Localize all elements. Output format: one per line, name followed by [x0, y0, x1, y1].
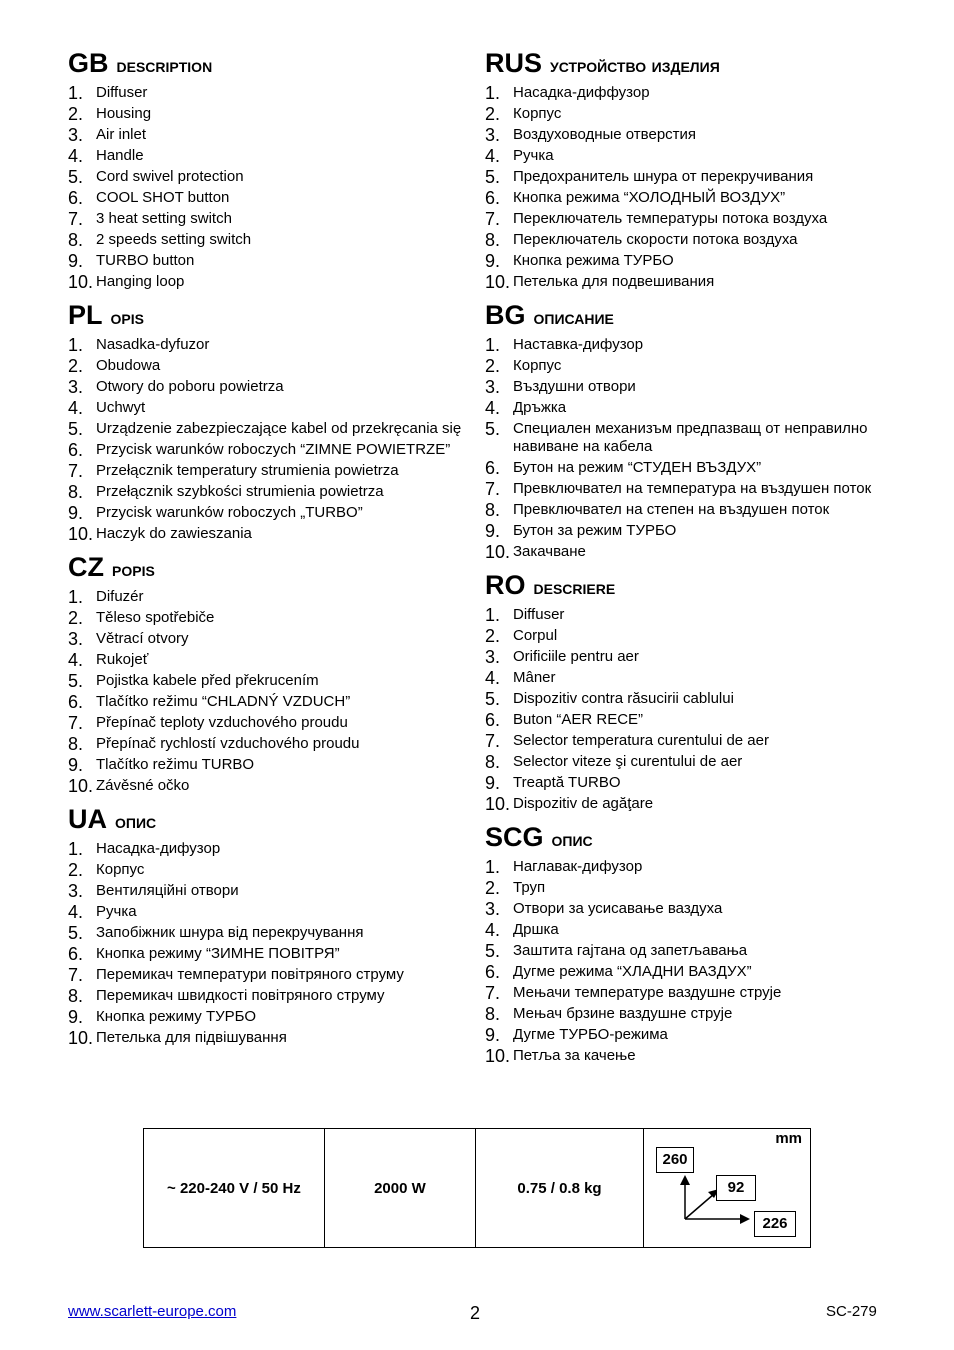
list-item	[485, 856, 885, 877]
item-number: 5.	[68, 671, 84, 691]
power-cell: 2000 W	[324, 1129, 475, 1248]
item-text: Превключвател на степен на въздушен поток	[513, 501, 830, 518]
item-number: 8.	[68, 734, 84, 754]
list-item	[68, 628, 468, 649]
language-code: RO	[485, 570, 526, 600]
item-text: Предохранитель шнура от перекручивания	[513, 168, 814, 185]
list-item	[485, 478, 885, 499]
item-number: 8.	[68, 986, 84, 1006]
item-number: 8.	[485, 1004, 501, 1024]
item-number: 4.	[68, 146, 84, 166]
list-item	[68, 922, 468, 943]
item-text: Obudowa	[96, 357, 161, 374]
section-title: descriere	[533, 577, 616, 599]
item-number: 9.	[485, 521, 501, 541]
list-item	[68, 649, 468, 670]
language-code: GB	[68, 48, 109, 78]
list-item	[485, 667, 885, 688]
item-text: Переключатель скорости потока воздуха	[513, 231, 798, 248]
language-code: PL	[68, 300, 103, 330]
item-number: 5.	[485, 689, 501, 709]
item-text: Orificiile pentru aer	[513, 648, 639, 665]
item-text: Housing	[96, 105, 152, 122]
item-number: 6.	[485, 962, 501, 982]
item-number: 2.	[68, 860, 84, 880]
item-text: Кнопка режиму ТУРБО	[96, 1008, 257, 1025]
item-number: 6.	[68, 944, 84, 964]
height-value: 260	[656, 1147, 694, 1173]
item-text: Tlačítko režimu “CHLADNÝ VZDUCH”	[96, 693, 351, 710]
list-item	[68, 166, 468, 187]
item-text: TURBO button	[96, 252, 195, 269]
item-number: 4.	[68, 902, 84, 922]
section-heading	[68, 548, 468, 586]
item-number: 7.	[485, 983, 501, 1003]
list-item	[485, 145, 885, 166]
language-code: RUS	[485, 48, 543, 78]
section-pl	[68, 296, 468, 544]
section-heading	[485, 818, 885, 856]
section-title: description	[116, 55, 213, 77]
parts-list	[68, 82, 468, 292]
list-item	[68, 859, 468, 880]
list-item	[68, 523, 468, 544]
item-number: 8.	[485, 230, 501, 250]
list-item	[68, 691, 468, 712]
item-number: 3.	[68, 629, 84, 649]
list-item	[485, 793, 885, 814]
list-item	[485, 418, 885, 457]
item-text: Przycisk warunków roboczych “ZIMNE POWIETRZE”	[96, 441, 451, 458]
item-number: 9.	[485, 1025, 501, 1045]
section-heading	[485, 296, 885, 334]
language-code: SCG	[485, 822, 544, 852]
item-text: Dispozitiv de agăţare	[513, 795, 654, 812]
website-link[interactable]: www.scarlett-europe.com	[68, 1303, 237, 1320]
item-number: 6.	[68, 692, 84, 712]
list-item	[68, 460, 468, 481]
list-item	[485, 1045, 885, 1066]
item-text: Difuzér	[96, 588, 144, 605]
list-item	[485, 457, 885, 478]
item-text: Петља за качење	[513, 1047, 636, 1064]
item-number: 2.	[485, 104, 501, 124]
item-text: Воздуховодные отверстия	[513, 126, 697, 143]
list-item	[68, 82, 468, 103]
section-scg	[485, 818, 885, 1066]
list-item	[485, 499, 885, 520]
list-item	[68, 208, 468, 229]
page-number: 2	[470, 1303, 481, 1323]
item-number: 3.	[68, 125, 84, 145]
list-item	[68, 145, 468, 166]
section-title: popis	[112, 559, 155, 581]
item-text: Запобіжник шнура від перекручування	[96, 924, 364, 941]
item-text: Дршка	[513, 921, 559, 938]
item-text: Air inlet	[96, 126, 147, 143]
list-item	[68, 838, 468, 859]
item-text: Корпус	[96, 861, 145, 878]
item-number: 6.	[485, 710, 501, 730]
item-number: 9.	[68, 251, 84, 271]
item-text: Вентиляційні отвори	[96, 882, 239, 899]
item-text: Pojistka kabele před překrucením	[96, 672, 319, 689]
list-item	[68, 481, 468, 502]
item-number: 2.	[485, 878, 501, 898]
item-number: 3.	[485, 125, 501, 145]
item-number: 1.	[68, 83, 84, 103]
item-text: Въздушни отвори	[513, 378, 636, 395]
item-number: 5.	[68, 923, 84, 943]
item-number: 8.	[68, 482, 84, 502]
section-heading	[68, 44, 468, 82]
list-item	[485, 751, 885, 772]
item-text: Петелька для підвішування	[96, 1029, 287, 1046]
list-item	[68, 775, 468, 796]
item-number: 5.	[485, 419, 501, 439]
parts-list	[68, 334, 468, 544]
item-text: Дугме режима “ХЛАДНИ ВАЗДУХ”	[513, 963, 752, 980]
item-number: 7.	[485, 479, 501, 499]
item-number: 5.	[68, 419, 84, 439]
item-text: Заштита гајтана од запетљавања	[513, 942, 748, 959]
list-item	[68, 712, 468, 733]
item-text: Przełącznik szybkości strumienia powietrza	[96, 483, 384, 500]
list-item	[485, 1003, 885, 1024]
item-number: 4.	[485, 920, 501, 940]
list-item	[68, 733, 468, 754]
item-number: 1.	[68, 839, 84, 859]
item-number: 10.	[485, 272, 511, 292]
item-number: 4.	[485, 668, 501, 688]
item-number: 5.	[485, 941, 501, 961]
item-number: 6.	[68, 188, 84, 208]
list-item	[68, 334, 468, 355]
item-text: 2 speeds setting switch	[96, 231, 252, 248]
list-item	[485, 124, 885, 145]
item-number: 6.	[68, 440, 84, 460]
weight-cell: 0.75 / 0.8 kg	[476, 1129, 644, 1248]
list-item	[485, 250, 885, 271]
list-item	[485, 730, 885, 751]
item-text: Těleso spotřebiče	[96, 609, 215, 626]
right-column	[485, 44, 885, 1070]
language-code: CZ	[68, 552, 104, 582]
item-text: Závěsné očko	[96, 777, 190, 794]
section-bg	[485, 296, 885, 562]
item-text: Treaptă TURBO	[513, 774, 621, 791]
item-text: Перемикач швидкості повітряного струму	[96, 987, 385, 1004]
item-number: 3.	[485, 899, 501, 919]
item-text: Ручка	[513, 147, 554, 164]
spec-table	[143, 1128, 811, 1248]
item-text: COOL SHOT button	[96, 189, 230, 206]
item-text: Nasadka-dyfuzor	[96, 336, 210, 353]
list-item	[485, 982, 885, 1003]
item-number: 2.	[485, 626, 501, 646]
section-gb	[68, 44, 468, 292]
section-title: устройство изделия	[550, 55, 720, 77]
list-item	[485, 646, 885, 667]
item-text: Бутон на режим “СТУДЕН ВЪЗДУХ”	[513, 459, 762, 476]
item-number: 3.	[485, 377, 501, 397]
item-text: Selector viteze şi curentului de aer	[513, 753, 743, 770]
item-text: Cord swivel protection	[96, 168, 244, 185]
item-text: Корпус	[513, 357, 562, 374]
item-text: Насадка-дифузор	[96, 840, 221, 857]
item-number: 9.	[68, 1007, 84, 1027]
list-item	[485, 187, 885, 208]
item-text: Превключвател на температура на въздушен поток	[513, 480, 872, 497]
item-number: 4.	[485, 146, 501, 166]
section-rus	[485, 44, 885, 292]
parts-list	[485, 334, 885, 562]
item-text: Otwory do poboru powietrza	[96, 378, 284, 395]
list-item	[68, 502, 468, 523]
list-item	[68, 355, 468, 376]
list-item	[68, 376, 468, 397]
section-heading	[485, 566, 885, 604]
item-text: Бутон за режим ТУРБО	[513, 522, 677, 539]
item-number: 5.	[68, 167, 84, 187]
list-item	[485, 271, 885, 292]
item-text: Труп	[513, 879, 546, 896]
item-number: 10.	[68, 776, 94, 796]
item-number: 5.	[485, 167, 501, 187]
list-item	[68, 880, 468, 901]
list-item	[485, 961, 885, 982]
item-text: Дугме ТУРБО-режима	[513, 1026, 668, 1043]
list-item	[68, 901, 468, 922]
list-item	[485, 208, 885, 229]
item-number: 2.	[68, 356, 84, 376]
unit-label: mm	[775, 1130, 802, 1147]
parts-list	[485, 856, 885, 1066]
item-text: Мењачи температуре ваздушне струје	[513, 984, 782, 1001]
item-text: Dispozitiv contra răsucirii cablului	[513, 690, 734, 707]
section-title: опис	[551, 829, 593, 851]
item-text: Петелька для подвешивания	[513, 273, 715, 290]
item-text: Закачване	[513, 543, 586, 560]
list-item	[485, 166, 885, 187]
list-item	[68, 250, 468, 271]
item-number: 10.	[485, 1046, 511, 1066]
item-number: 6.	[485, 458, 501, 478]
section-title: описание	[533, 307, 614, 329]
item-text: Tlačítko režimu TURBO	[96, 756, 255, 773]
item-number: 10.	[68, 524, 94, 544]
list-item	[68, 229, 468, 250]
list-item	[485, 82, 885, 103]
list-item	[68, 1027, 468, 1048]
item-text: Corpul	[513, 627, 558, 644]
item-number: 9.	[485, 773, 501, 793]
list-item	[485, 625, 885, 646]
section-ua	[68, 800, 468, 1048]
list-item	[68, 985, 468, 1006]
item-number: 7.	[68, 209, 84, 229]
item-number: 1.	[485, 83, 501, 103]
width-value: 226	[754, 1211, 796, 1237]
item-number: 1.	[485, 335, 501, 355]
item-text: Větrací otvory	[96, 630, 189, 647]
item-number: 2.	[68, 608, 84, 628]
item-text: Uchwyt	[96, 399, 146, 416]
list-item	[485, 376, 885, 397]
item-text: Přepínač teploty vzduchového proudu	[96, 714, 348, 731]
item-text: Насадка-диффузор	[513, 84, 650, 101]
item-number: 10.	[485, 542, 511, 562]
item-text: Кнопка режима “ХОЛОДНЫЙ ВОЗДУХ”	[513, 189, 786, 206]
item-number: 8.	[485, 752, 501, 772]
item-text: Специален механизъм предпазващ от неправилно навиване на кабела	[513, 420, 868, 455]
list-item	[485, 520, 885, 541]
list-item	[68, 1006, 468, 1027]
list-item	[68, 943, 468, 964]
depth-value: 92	[716, 1175, 756, 1201]
item-number: 1.	[485, 605, 501, 625]
model-number: SC-279	[826, 1303, 877, 1320]
list-item	[485, 604, 885, 625]
item-number: 4.	[485, 398, 501, 418]
dimensions-cell	[644, 1129, 811, 1248]
left-column	[68, 44, 468, 1052]
item-number: 7.	[485, 209, 501, 229]
item-number: 3.	[485, 647, 501, 667]
item-text: Mâner	[513, 669, 556, 686]
item-text: Ручка	[96, 903, 137, 920]
list-item	[68, 439, 468, 460]
item-text: Hanging loop	[96, 273, 185, 290]
item-text: Przełącznik temperatury strumienia powietrza	[96, 462, 399, 479]
voltage-cell: ~ 220-240 V / 50 Hz	[144, 1129, 325, 1248]
item-text: Наглавак-дифузор	[513, 858, 643, 875]
language-code: UA	[68, 804, 107, 834]
section-heading	[485, 44, 885, 82]
item-text: Мењач брзине ваздушне струје	[513, 1005, 733, 1022]
list-item	[68, 586, 468, 607]
item-number: 1.	[68, 587, 84, 607]
item-text: Корпус	[513, 105, 562, 122]
item-number: 4.	[68, 650, 84, 670]
section-ro	[485, 566, 885, 814]
item-number: 10.	[68, 272, 94, 292]
item-text: Přepínač rychlostí vzduchového proudu	[96, 735, 360, 752]
item-number: 3.	[68, 881, 84, 901]
item-text: Кнопка режиму “ЗИМНЕ ПОВІТРЯ”	[96, 945, 340, 962]
item-number: 2.	[68, 104, 84, 124]
list-item	[68, 754, 468, 775]
item-text: Перемикач температури повітряного струму	[96, 966, 404, 983]
item-text: Handle	[96, 147, 144, 164]
item-number: 9.	[485, 251, 501, 271]
section-title: опис	[115, 811, 157, 833]
list-item	[68, 418, 468, 439]
parts-list	[68, 838, 468, 1048]
section-cz	[68, 548, 468, 796]
list-item	[485, 541, 885, 562]
item-number: 10.	[485, 794, 511, 814]
item-number: 6.	[485, 188, 501, 208]
item-number: 2.	[485, 356, 501, 376]
list-item	[68, 103, 468, 124]
item-text: Отвори за усисавање ваздуха	[513, 900, 723, 917]
item-text: Buton “AER RECE”	[513, 711, 644, 728]
list-item	[68, 271, 468, 292]
list-item	[485, 397, 885, 418]
section-heading	[68, 296, 468, 334]
list-item	[485, 709, 885, 730]
item-number: 1.	[68, 335, 84, 355]
item-text: Кнопка режима ТУРБО	[513, 252, 674, 269]
list-item	[485, 103, 885, 124]
list-item	[485, 355, 885, 376]
item-text: Rukojeť	[96, 651, 149, 668]
list-item	[68, 607, 468, 628]
item-text: Selector temperatura curentului de aer	[513, 732, 769, 749]
item-number: 7.	[68, 965, 84, 985]
item-number: 7.	[68, 713, 84, 733]
item-number: 4.	[68, 398, 84, 418]
item-text: Urządzenie zabezpieczające kabel od przekręcania się	[96, 420, 462, 437]
list-item	[485, 772, 885, 793]
list-item	[68, 124, 468, 145]
item-text: Переключатель температуры потока воздуха	[513, 210, 828, 227]
item-number: 8.	[485, 500, 501, 520]
list-item	[68, 964, 468, 985]
list-item	[485, 877, 885, 898]
list-item	[485, 688, 885, 709]
parts-list	[485, 604, 885, 814]
section-title: opis	[110, 307, 144, 329]
item-text: 3 heat setting switch	[96, 210, 232, 227]
item-text: Diffuser	[96, 84, 148, 101]
parts-list	[68, 586, 468, 796]
list-item	[485, 919, 885, 940]
item-number: 7.	[485, 731, 501, 751]
language-code: BG	[485, 300, 526, 330]
item-text: Przycisk warunków roboczych „TURBO”	[96, 504, 363, 521]
list-item	[485, 229, 885, 250]
section-heading	[68, 800, 468, 838]
item-number: 7.	[68, 461, 84, 481]
list-item	[68, 187, 468, 208]
item-text: Diffuser	[513, 606, 565, 623]
list-item	[485, 1024, 885, 1045]
item-number: 8.	[68, 230, 84, 250]
item-text: Дръжка	[513, 399, 567, 416]
list-item	[485, 334, 885, 355]
list-item	[485, 940, 885, 961]
item-text: Haczyk do zawieszania	[96, 525, 252, 542]
list-item	[68, 670, 468, 691]
list-item	[68, 397, 468, 418]
item-number: 9.	[68, 503, 84, 523]
item-number: 1.	[485, 857, 501, 877]
item-number: 10.	[68, 1028, 94, 1048]
parts-list	[485, 82, 885, 292]
list-item	[485, 898, 885, 919]
item-number: 9.	[68, 755, 84, 775]
item-text: Наставка-дифузор	[513, 336, 644, 353]
item-number: 3.	[68, 377, 84, 397]
